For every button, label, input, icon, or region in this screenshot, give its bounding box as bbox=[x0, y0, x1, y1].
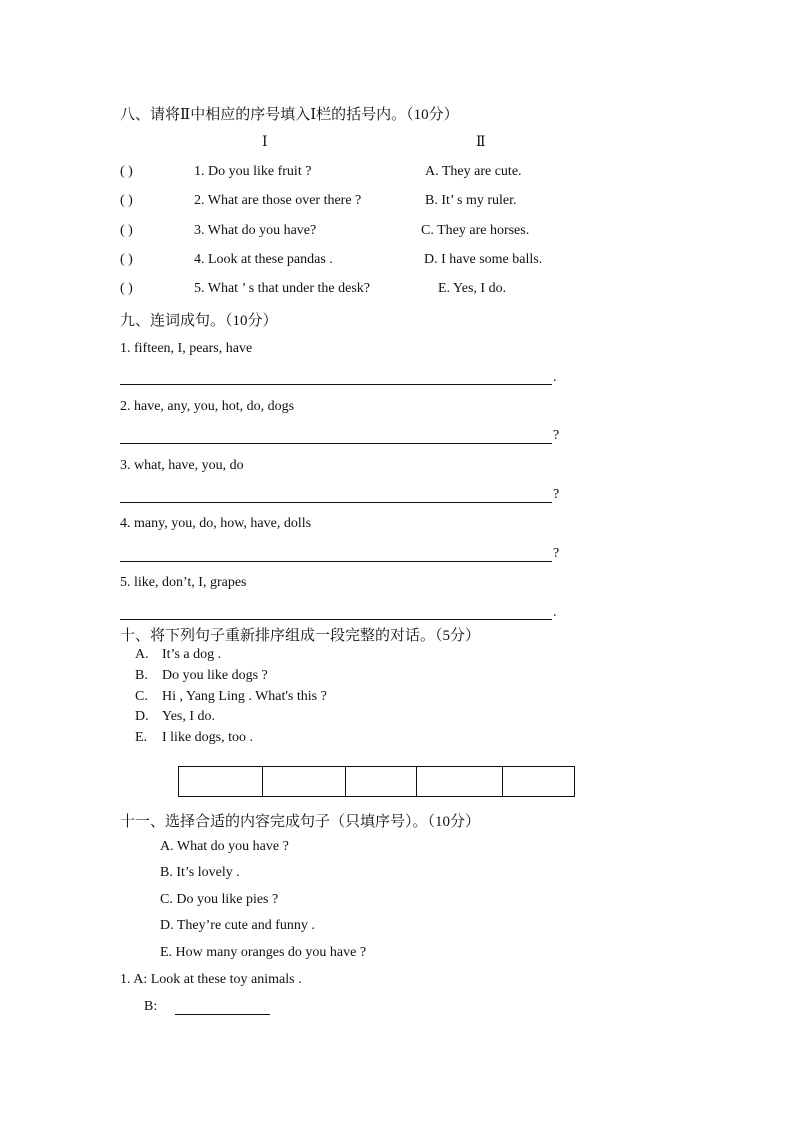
question-2: 2. What are those over there ? bbox=[194, 193, 362, 208]
sentence-end-1: . bbox=[553, 370, 557, 385]
question-3: 3. What do you have? bbox=[194, 223, 317, 238]
answer-line-3[interactable] bbox=[120, 502, 552, 503]
question-1-response-label: B: bbox=[144, 999, 158, 1014]
question-1: 1. Do you like fruit ? bbox=[194, 164, 312, 179]
dialogue-line-d: Yes, I do. bbox=[162, 709, 216, 724]
sentence-prompt-4: 4. many, you, do, how, have, dolls bbox=[120, 516, 312, 531]
sentence-end-2: ? bbox=[553, 428, 560, 443]
order-cell-1[interactable] bbox=[179, 767, 263, 797]
order-cell-4[interactable] bbox=[417, 767, 503, 797]
dialogue-letter-a: A. bbox=[135, 647, 149, 662]
option-b: B. It’ s my ruler. bbox=[425, 193, 517, 208]
option-c: C. They are horses. bbox=[421, 223, 530, 238]
dialogue-letter-b: B. bbox=[135, 668, 148, 683]
sentence-end-5: . bbox=[553, 605, 557, 620]
choice-d: D. They’re cute and funny . bbox=[160, 918, 315, 933]
answer-bracket-3[interactable]: ( ) bbox=[120, 223, 133, 238]
order-cell-5[interactable] bbox=[503, 767, 575, 797]
sentence-prompt-1: 1. fifteen, I, pears, have bbox=[120, 341, 253, 356]
choice-e: E. How many oranges do you have ? bbox=[160, 945, 367, 960]
sentence-prompt-3: 3. what, have, you, do bbox=[120, 458, 244, 473]
dialogue-line-a: It’s a dog . bbox=[162, 647, 222, 662]
answer-bracket-4[interactable]: ( ) bbox=[120, 252, 133, 267]
answer-bracket-1[interactable]: ( ) bbox=[120, 164, 133, 179]
section9-title: 九、连词成句。（10分） bbox=[120, 313, 278, 329]
sentence-end-3: ? bbox=[553, 487, 560, 502]
sentence-end-4: ? bbox=[553, 546, 560, 561]
answer-line-1[interactable] bbox=[120, 384, 552, 385]
dialogue-letter-d: D. bbox=[135, 709, 149, 724]
choice-b: B. It’s lovely . bbox=[160, 865, 240, 880]
order-cell-3[interactable] bbox=[346, 767, 417, 797]
answer-line-5[interactable] bbox=[120, 619, 552, 620]
option-a: A. They are cute. bbox=[425, 164, 522, 179]
dialogue-letter-e: E. bbox=[135, 730, 148, 745]
dialogue-letter-c: C. bbox=[135, 689, 148, 704]
answer-bracket-5[interactable]: ( ) bbox=[120, 281, 133, 296]
question-1-prompt: 1. A: Look at these toy animals . bbox=[120, 972, 302, 987]
section8-title: 八、请将Ⅱ中相应的序号填入Ⅰ栏的括号内。（10分） bbox=[120, 107, 459, 123]
choice-a: A. What do you have ? bbox=[160, 839, 289, 854]
order-answer-table bbox=[178, 766, 575, 797]
column-2-header: Ⅱ bbox=[476, 135, 486, 150]
section11-title: 十一、选择合适的内容完成句子（只填序号）。（10分） bbox=[120, 814, 481, 830]
dialogue-line-b: Do you like dogs ? bbox=[162, 668, 268, 683]
sentence-prompt-5: 5. like, don’t, I, grapes bbox=[120, 575, 247, 590]
sentence-prompt-2: 2. have, any, you, hot, do, dogs bbox=[120, 399, 295, 414]
choice-c: C. Do you like pies ? bbox=[160, 892, 279, 907]
question-5: 5. What ’ s that under the desk? bbox=[194, 281, 370, 296]
dialogue-line-e: I like dogs, too . bbox=[162, 730, 253, 745]
answer-bracket-2[interactable]: ( ) bbox=[120, 193, 133, 208]
order-cell-2[interactable] bbox=[263, 767, 346, 797]
column-1-header: Ⅰ bbox=[262, 135, 268, 150]
answer-line-2[interactable] bbox=[120, 443, 552, 444]
answer-line-4[interactable] bbox=[120, 561, 552, 562]
question-1-answer-line[interactable] bbox=[175, 1014, 270, 1015]
question-4: 4. Look at these pandas . bbox=[194, 252, 333, 267]
option-e: E. Yes, I do. bbox=[438, 281, 507, 296]
section10-title: 十、将下列句子重新排序组成一段完整的对话。（5分） bbox=[120, 628, 481, 644]
option-d: D. I have some balls. bbox=[424, 252, 543, 267]
dialogue-line-c: Hi , Yang Ling . What's this ? bbox=[162, 689, 327, 704]
